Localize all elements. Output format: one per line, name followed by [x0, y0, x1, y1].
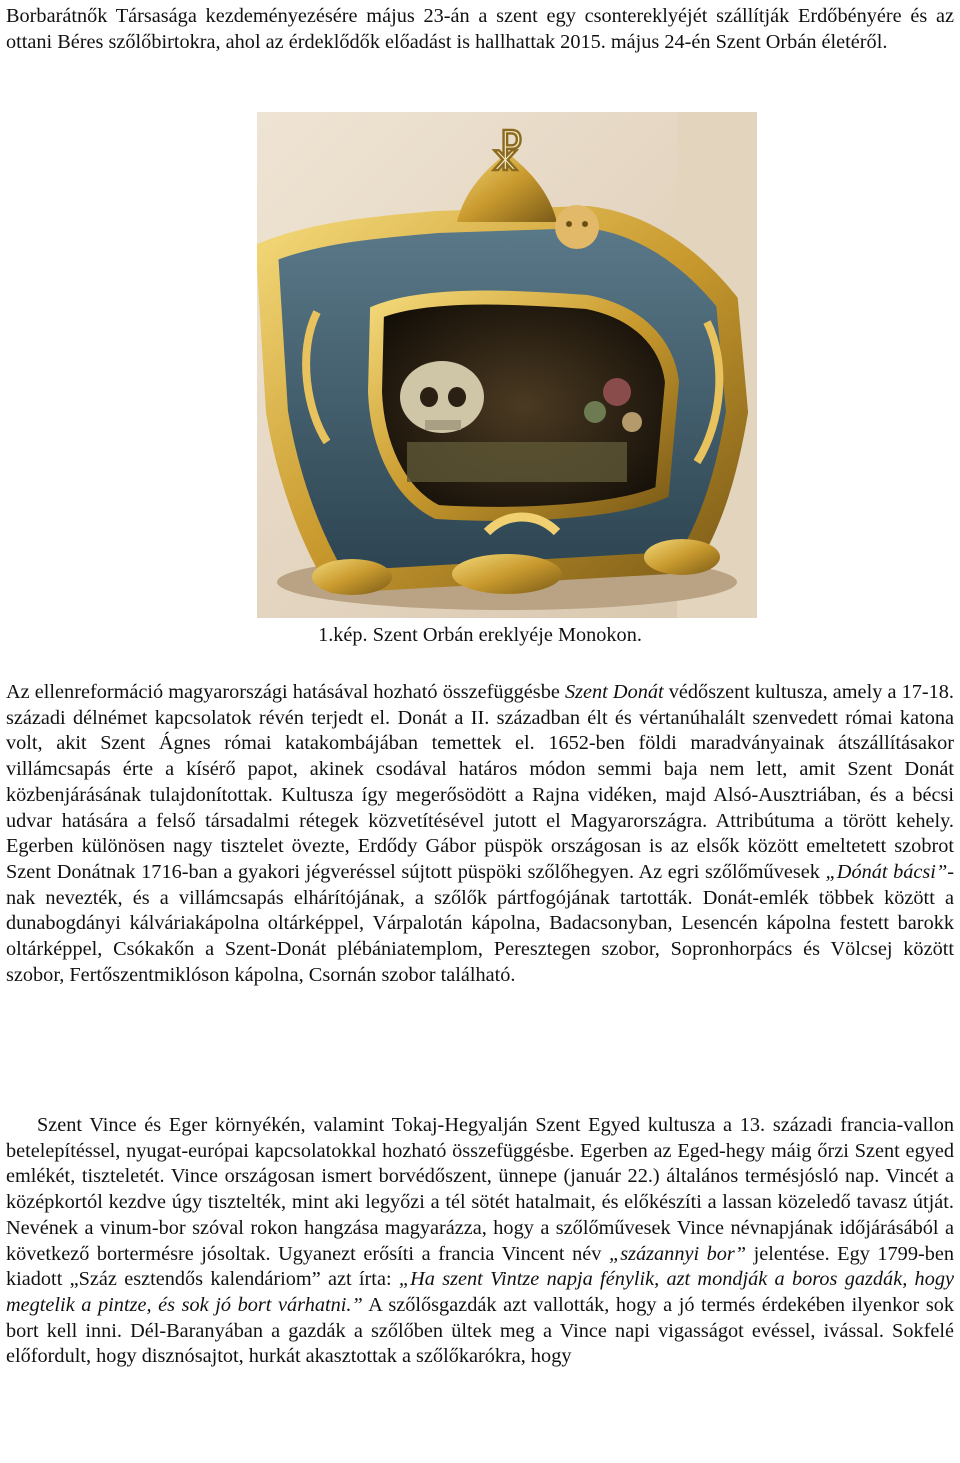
donat-italic-nickname: „Dónát bácsi” [825, 860, 948, 883]
vince-italic-meaning: „százannyi bor” [608, 1242, 747, 1265]
vince-text-2: jelentése. Egy 1799-ben kiadott „Száz esztendős kalendáriom” azt írta: [6, 1242, 954, 1291]
figure-caption: 1.kép. Szent Orbán ereklyéje Monokon. [318, 624, 642, 646]
vince-text-1: Szent Vince és Eger környékén, valamint Tokaj-Hegyalján Szent Egyed kultusza a 13. századi francia-vallon betelepítéssel, nyugat-európai kapcsolatokkal hozható összefüggésbe. Egerben az Eged-hegy máig őrzi Szent egyed emlékét, tiszteletét. Vince országosan ismert borvédőszent, ünnepe (január 22.) általános termésjósló nap. Vincét a középkortól kezdve úgy tisztelték, mint aki legyőzi a tél sötét hatalmait, és előkészíti a lassan közeledő tavasz útját. Nevének a vinum-bor szóval rokon hangzása magyarázza, hogy a szőlőművesek Vince névnapjának időjárásából a következő bortermésre jósoltak. Ugyanezt erősíti a francia Vincent név [6, 1114, 954, 1265]
reliquary-photo [257, 112, 757, 618]
donat-text-3: -nak nevezték, és a villámcsapás elhárítójának, a szőlők pártfogójának tartották. Donát-emlék többek között a dunabogdányi kálváriakápolna oltárképpel, Várpalotán kápolna, Badacsonyban, Lesencén kápolna festett barokk oltárképpel, Csókakőn a Szent-Donát plébániatemplom, Peresztegen szobor, Sopronhorpács és Völcsej között szobor, Fertőszentmiklóson kápolna, Csornán szobor található. [6, 860, 954, 986]
intro-paragraph: Borbarátnők Társasága kezdeményezésére május 23-án a szent egy csontereklyéjét szállítják Erdőbényére és az ottani Béres szőlőbirtokra, ahol az érdeklődők előadást is hallhattak 2015. május 24-én Szent Orbán életéről. [6, 5, 954, 53]
vince-paragraph [6, 1113, 954, 1370]
vince-italic-quote: „Ha szent Vintze napja fénylik, azt mondják a boros gazdák, hogy megtelik a pintze, és sok jó bort várhatni.” [6, 1268, 954, 1316]
donat-text-1: Az ellenreformáció magyarországi hatásával hozható összefüggésbe [6, 681, 565, 703]
donat-italic-saint: Szent Donát [564, 681, 664, 703]
reliquary-illustration [257, 112, 757, 618]
vince-text-3: A szőlősgazdák azt vallották, hogy a jó termés érdekében ilyenkor sok bort kell inni. Dél-Baranyában a gazdák a szőlőben ültek meg a Vince napi vigasságot evéssel, ivással. Sokfelé előfordult, hogy disznósajtot, hurkát akasztottak a szőlőkarókra, hogy [6, 1293, 954, 1368]
donat-text-2: védőszent kultusza, amely a 17-18. századi délnémet kapcsolatok révén terjedt el. Donát a II. században élt és vértanúhalált szenvedett római katona volt, akit Szent Ágnes római katakombájában temettek el. 1652-ben földi maradványainak átszállításakor villámcsapás érte a kísérő papot, akinek csodával határos módon semmi baja nem lett, amit Szent Donát közbenjárásának tulajdonítottak. Kultusza így megerősödött a Rajna vidéken, majd Alsó-Ausztriában, és a bécsi udvar hatására a felső társadalmi rétegek közvetítésével jutott el Magyarországra. Attribútuma a törött kehely. Egerben különösen nagy tisztelet övezte, Erdődy Gábor püspök országosan is az elsők között emeltetett szobrot Szent Donátnak 1716-ban a gyakori jégveréssel sújtott püspöki szőlőhegyen. Az egri szőlőművesek [6, 681, 954, 883]
svg-text:☧: ☧ [489, 131, 525, 180]
donat-paragraph [6, 680, 954, 988]
